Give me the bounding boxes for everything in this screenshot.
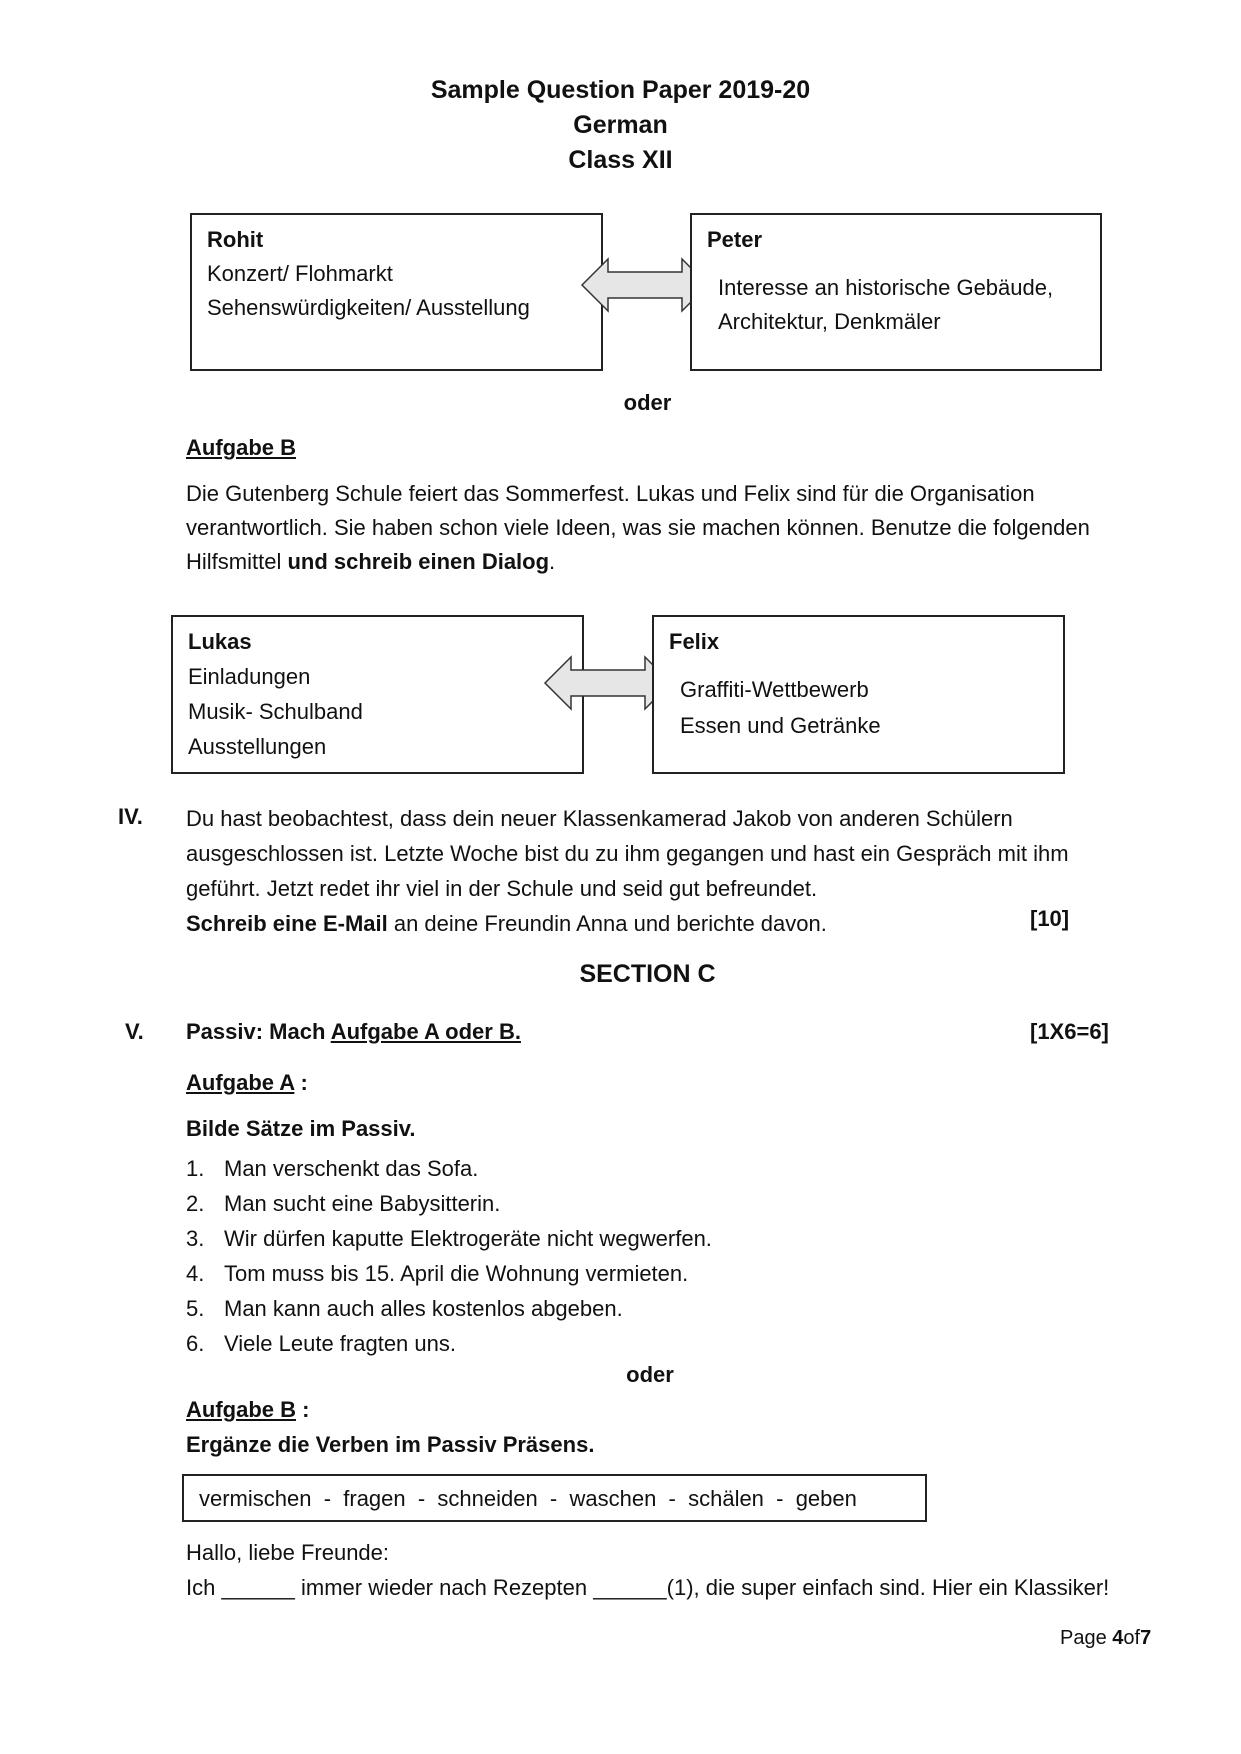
- box-lukas-name: Lukas: [188, 629, 252, 654]
- aufgabe-b-text: [186, 477, 1146, 579]
- letter-greeting: Hallo, liebe Freunde:: [186, 1540, 390, 1565]
- aufgabe-b-line: verantwortlich. Sie haben schon viele Ideen, was sie machen können. Benutze die folgenden: [186, 515, 1090, 540]
- box-felix-name: Felix: [669, 629, 720, 654]
- question-iv-line: Du hast beobachtest, dass dein neuer Klassenkamerad Jakob von anderen Schülern: [186, 806, 1013, 831]
- list-item: 4. Tom muss bis 15. April die Wohnung vermieten.: [186, 1261, 689, 1286]
- question-number-v: V.: [125, 1019, 144, 1044]
- aufgabe-a-list: [186, 1151, 712, 1361]
- question-iv-bold: Schreib eine E-Mail: [186, 911, 388, 936]
- box-lukas-item: Einladungen: [188, 664, 311, 689]
- list-item: 6. Viele Leute fragten uns.: [186, 1331, 456, 1356]
- question-iv-marks: [10]: [1030, 906, 1070, 931]
- paper-class: Class XII: [568, 146, 673, 174]
- aufgabe-b-line-last: Hilfsmittel und schreib einen Dialog.: [186, 549, 556, 574]
- box-lukas-item: Musik- Schulband: [188, 699, 363, 724]
- box-peter-item: Architektur, Denkmäler: [718, 309, 941, 334]
- aufgabe-a-heading: Aufgabe A :: [186, 1070, 308, 1095]
- aufgabe-b2-heading: Aufgabe B :: [186, 1397, 310, 1422]
- box-peter: [690, 213, 1102, 371]
- word-box: [182, 1474, 927, 1522]
- oder-separator: oder: [623, 390, 672, 415]
- paper-subject: German: [573, 111, 668, 139]
- box-peter-item: Interesse an historische Gebäude,: [718, 275, 1054, 300]
- box-rohit: [190, 213, 603, 371]
- list-item: 3. Wir dürfen kaputte Elektrogeräte nicht wegwerfen.: [186, 1226, 712, 1251]
- section-heading: SECTION C: [579, 960, 716, 988]
- box-lukas: [171, 615, 584, 774]
- box-peter-name: Peter: [707, 227, 763, 252]
- question-v-marks: [1X6=6]: [1030, 1019, 1109, 1044]
- oder-separator: oder: [626, 1362, 674, 1387]
- question-number-iv: IV.: [118, 804, 143, 829]
- question-iv-line: ausgeschlossen ist. Letzte Woche bist du zu ihm gegangen und hast ein Gespräch mit ihm: [186, 841, 1069, 866]
- question-v-text: Passiv: Mach Aufgabe A oder B.: [186, 1019, 521, 1044]
- box-rohit-name: Rohit: [207, 227, 264, 252]
- aufgabe-b-bold-instruction: und schreib einen Dialog: [287, 549, 550, 574]
- aufgabe-b-line: Die Gutenberg Schule feiert das Sommerfest. Lukas und Felix sind für die Organisation: [186, 481, 1035, 506]
- aufgabe-a-instruction: Bilde Sätze im Passiv.: [186, 1116, 416, 1141]
- page-number: Page 4of7: [1060, 1627, 1152, 1649]
- box-lukas-item: Ausstellungen: [188, 734, 327, 759]
- aufgabe-b2-instruction: Ergänze die Verben im Passiv Präsens.: [186, 1432, 595, 1457]
- aufgabe-b-heading: Aufgabe B: [186, 435, 296, 460]
- list-item: 2. Man sucht eine Babysitterin.: [186, 1191, 501, 1216]
- question-v-underlined: Aufgabe A oder B.: [330, 1019, 521, 1044]
- paper-title: Sample Question Paper 2019-20: [430, 76, 811, 104]
- list-item: 5. Man kann auch alles kostenlos abgeben.: [186, 1296, 623, 1321]
- letter-sentence: Ich ______ immer wieder nach Rezepten ______(1), die super einfach sind. Hier ein Klassiker!: [186, 1575, 1110, 1600]
- question-iv-line-last: Schreib eine E-Mail an deine Freundin Anna und berichte davon.: [186, 911, 827, 936]
- question-iv-text: [186, 801, 1146, 941]
- box-rohit-item: Konzert/ Flohmarkt: [207, 261, 393, 286]
- list-item: 1. Man verschenkt das Sofa.: [186, 1156, 479, 1181]
- question-iv-line: geführt. Jetzt redet ihr viel in der Schule und seid gut befreundet.: [186, 876, 818, 901]
- word-box-text: vermischen - fragen - schneiden - waschen - schälen - geben: [199, 1486, 857, 1511]
- box-rohit-item: Sehenswürdigkeiten/ Ausstellung: [207, 295, 530, 320]
- box-felix-item: Essen und Getränke: [680, 713, 881, 738]
- box-felix-item: Graffiti-Wettbewerb: [680, 677, 869, 702]
- box-felix: [652, 615, 1065, 774]
